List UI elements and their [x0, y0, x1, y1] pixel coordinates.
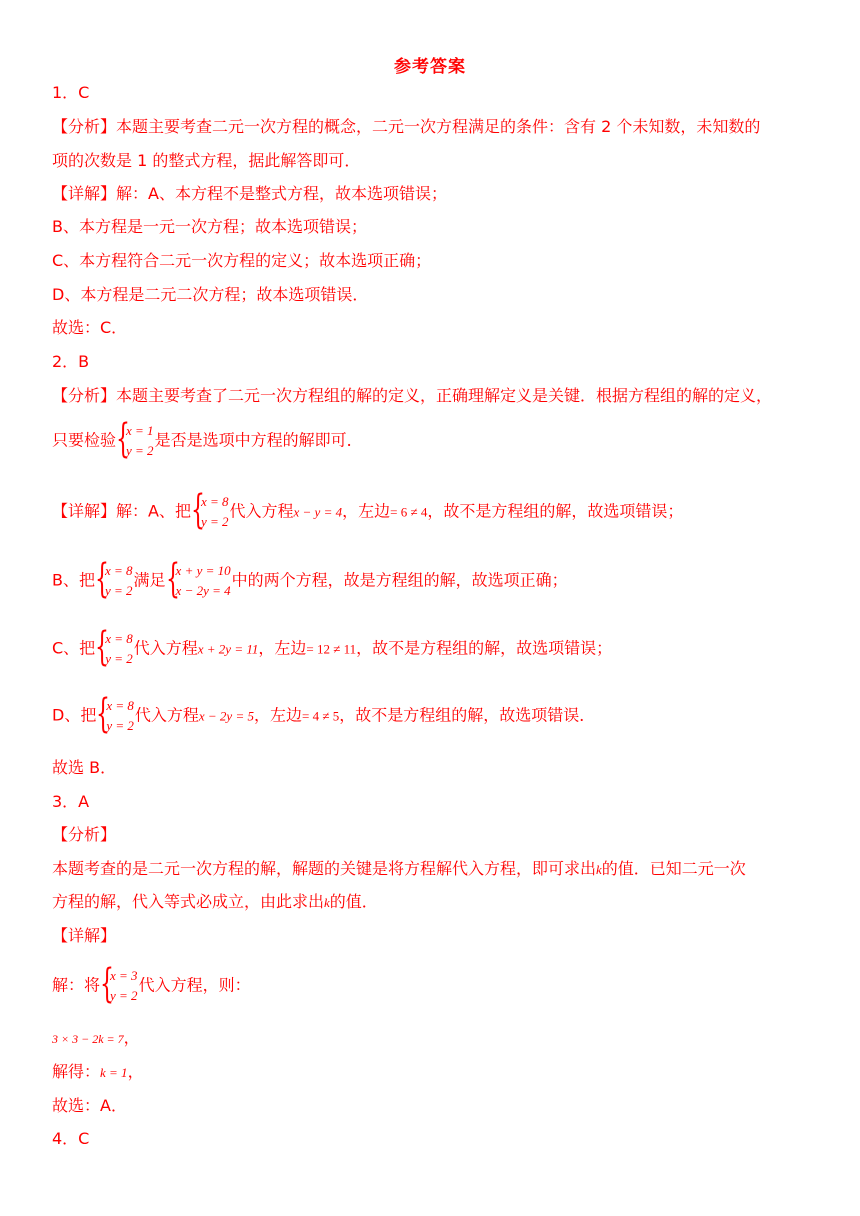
page-title: 参考答案: [394, 57, 466, 77]
equation-system: { x = 8 y = 2: [96, 691, 134, 737]
equation: = 12 ≠ 11: [306, 641, 357, 657]
equation: 3 × 3 − 2k = 7: [52, 1032, 124, 1046]
system-row: x = 1: [126, 423, 154, 438]
system-row: y = 2: [104, 583, 133, 598]
text: 解得：: [52, 1062, 101, 1081]
q1-detail-c: C、本方程符合二元一次方程的定义；故本选项正确；: [52, 251, 432, 270]
text: 的值．已知二元一次: [601, 859, 746, 878]
q2-detail-d: [52, 691, 820, 737]
equation-system: { x = 8 y = 2: [95, 624, 133, 670]
text: 本题考查的是二元一次方程的解，解题的关键是将方程解代入方程，即可求出: [52, 859, 597, 878]
system-row: y = 2: [106, 718, 134, 733]
system-row: y = 2: [200, 514, 229, 529]
text: 中的两个方程，故是方程组的解，故选项正确；: [231, 570, 568, 590]
q1-detail-a: 【详解】解：A、本方程不是整式方程，故本选项错误；: [52, 184, 447, 203]
text: ，: [123, 1028, 140, 1047]
text: C、把: [52, 638, 96, 658]
text: 解：将: [52, 975, 101, 995]
q2-analysis2-post: 是否是选项中方程的解即可．: [154, 430, 363, 450]
q2-detail-c: [52, 624, 820, 670]
q2-analysis2-pre: 只要检验: [52, 430, 117, 450]
system-row: x = 3: [110, 968, 138, 983]
q2-analysis-line1: 【分析】本题主要考查了二元一次方程组的解的定义，正确理解定义是关键．根据方程组的解的定义，: [52, 386, 773, 405]
equation: x − 2y = 5: [198, 708, 254, 724]
q3-equation1: [52, 1027, 820, 1050]
equation: = 6 ≠ 4: [390, 504, 428, 520]
equation-system: { x + y = 10 x − 2y = 4: [165, 556, 231, 602]
q2-analysis-line2: [52, 416, 820, 462]
text: ，故不是方程组的解，故选项错误；: [356, 638, 613, 658]
q1-head: 1．C: [52, 83, 90, 102]
system-row: x = 8: [106, 698, 134, 713]
equation: = 4 ≠ 5: [302, 708, 340, 724]
q2-detail-a: [52, 487, 820, 533]
equation: k = 1: [100, 1065, 128, 1080]
text: 代入方程: [133, 638, 198, 658]
text: 代入方程: [134, 705, 199, 725]
equation-system: { x = 8 y = 2: [190, 487, 229, 533]
text: B、把: [52, 570, 95, 590]
text: ，: [127, 1062, 144, 1081]
text: ，故不是方程组的解，故选项错误；: [427, 501, 684, 521]
text: 的值．: [329, 892, 378, 911]
q1-analysis-line2: 项的次数是 1 的整式方程，据此解答即可．: [52, 151, 361, 170]
q3-choose: 故选：A．: [52, 1096, 127, 1115]
text: ，左边: [258, 638, 307, 658]
q1-choose: 故选：C．: [52, 318, 128, 337]
text: 满足: [133, 570, 166, 590]
text: 方程的解，代入等式必成立，由此求出: [52, 892, 325, 911]
q3-analysis-label: 【分析】: [52, 825, 117, 844]
system-row: x = 8: [105, 631, 133, 646]
q3-solution: [52, 961, 820, 1007]
text: ，故不是方程组的解，故选项错误．: [339, 705, 596, 725]
q3-analysis-line2: [52, 891, 820, 914]
system-row: y = 2: [105, 651, 133, 666]
q3-analysis-line1: [52, 858, 820, 881]
text: ，左边: [342, 501, 391, 521]
q2-head: 2．B: [52, 352, 90, 371]
text: 代入方程，则：: [138, 975, 251, 995]
q1-detail-b: B、本方程是一元一次方程；故本选项错误；: [52, 217, 367, 236]
text: 代入方程: [229, 501, 294, 521]
system-row: y = 2: [126, 443, 154, 458]
variable-k: k: [596, 862, 602, 877]
equation-system: { x = 1 y = 2: [116, 416, 154, 462]
equation-system: { x = 8 y = 2: [94, 556, 133, 602]
system-row: x = 8: [104, 563, 133, 578]
system-row: x − 2y = 4: [175, 583, 231, 598]
q1-analysis-line1: 【分析】本题主要考查二元一次方程的概念，二元一次方程满足的条件：含有 2 个未知数，未知数的: [52, 117, 761, 136]
text: 【详解】解：A、把: [52, 501, 191, 521]
system-row: x + y = 10: [175, 563, 231, 578]
system-row: x = 8: [200, 494, 229, 509]
q3-head: 3．A: [52, 792, 90, 811]
text: D、把: [52, 705, 97, 725]
q3-detail-label: 【详解】: [52, 926, 117, 945]
q2-detail-b: [52, 556, 820, 602]
system-row: y = 2: [110, 988, 138, 1003]
variable-k: k: [324, 895, 330, 910]
q4-head: 4．C: [52, 1129, 90, 1148]
equation-system: { x = 3 y = 2: [100, 961, 138, 1007]
equation: x + 2y = 11: [197, 641, 259, 657]
q2-choose: 故选 B．: [52, 758, 117, 777]
equation: x − y = 4: [293, 504, 343, 520]
q3-equation2: [52, 1061, 820, 1084]
text: ，左边: [253, 705, 302, 725]
q1-detail-d: D、本方程是二元二次方程；故本选项错误．: [52, 285, 369, 304]
